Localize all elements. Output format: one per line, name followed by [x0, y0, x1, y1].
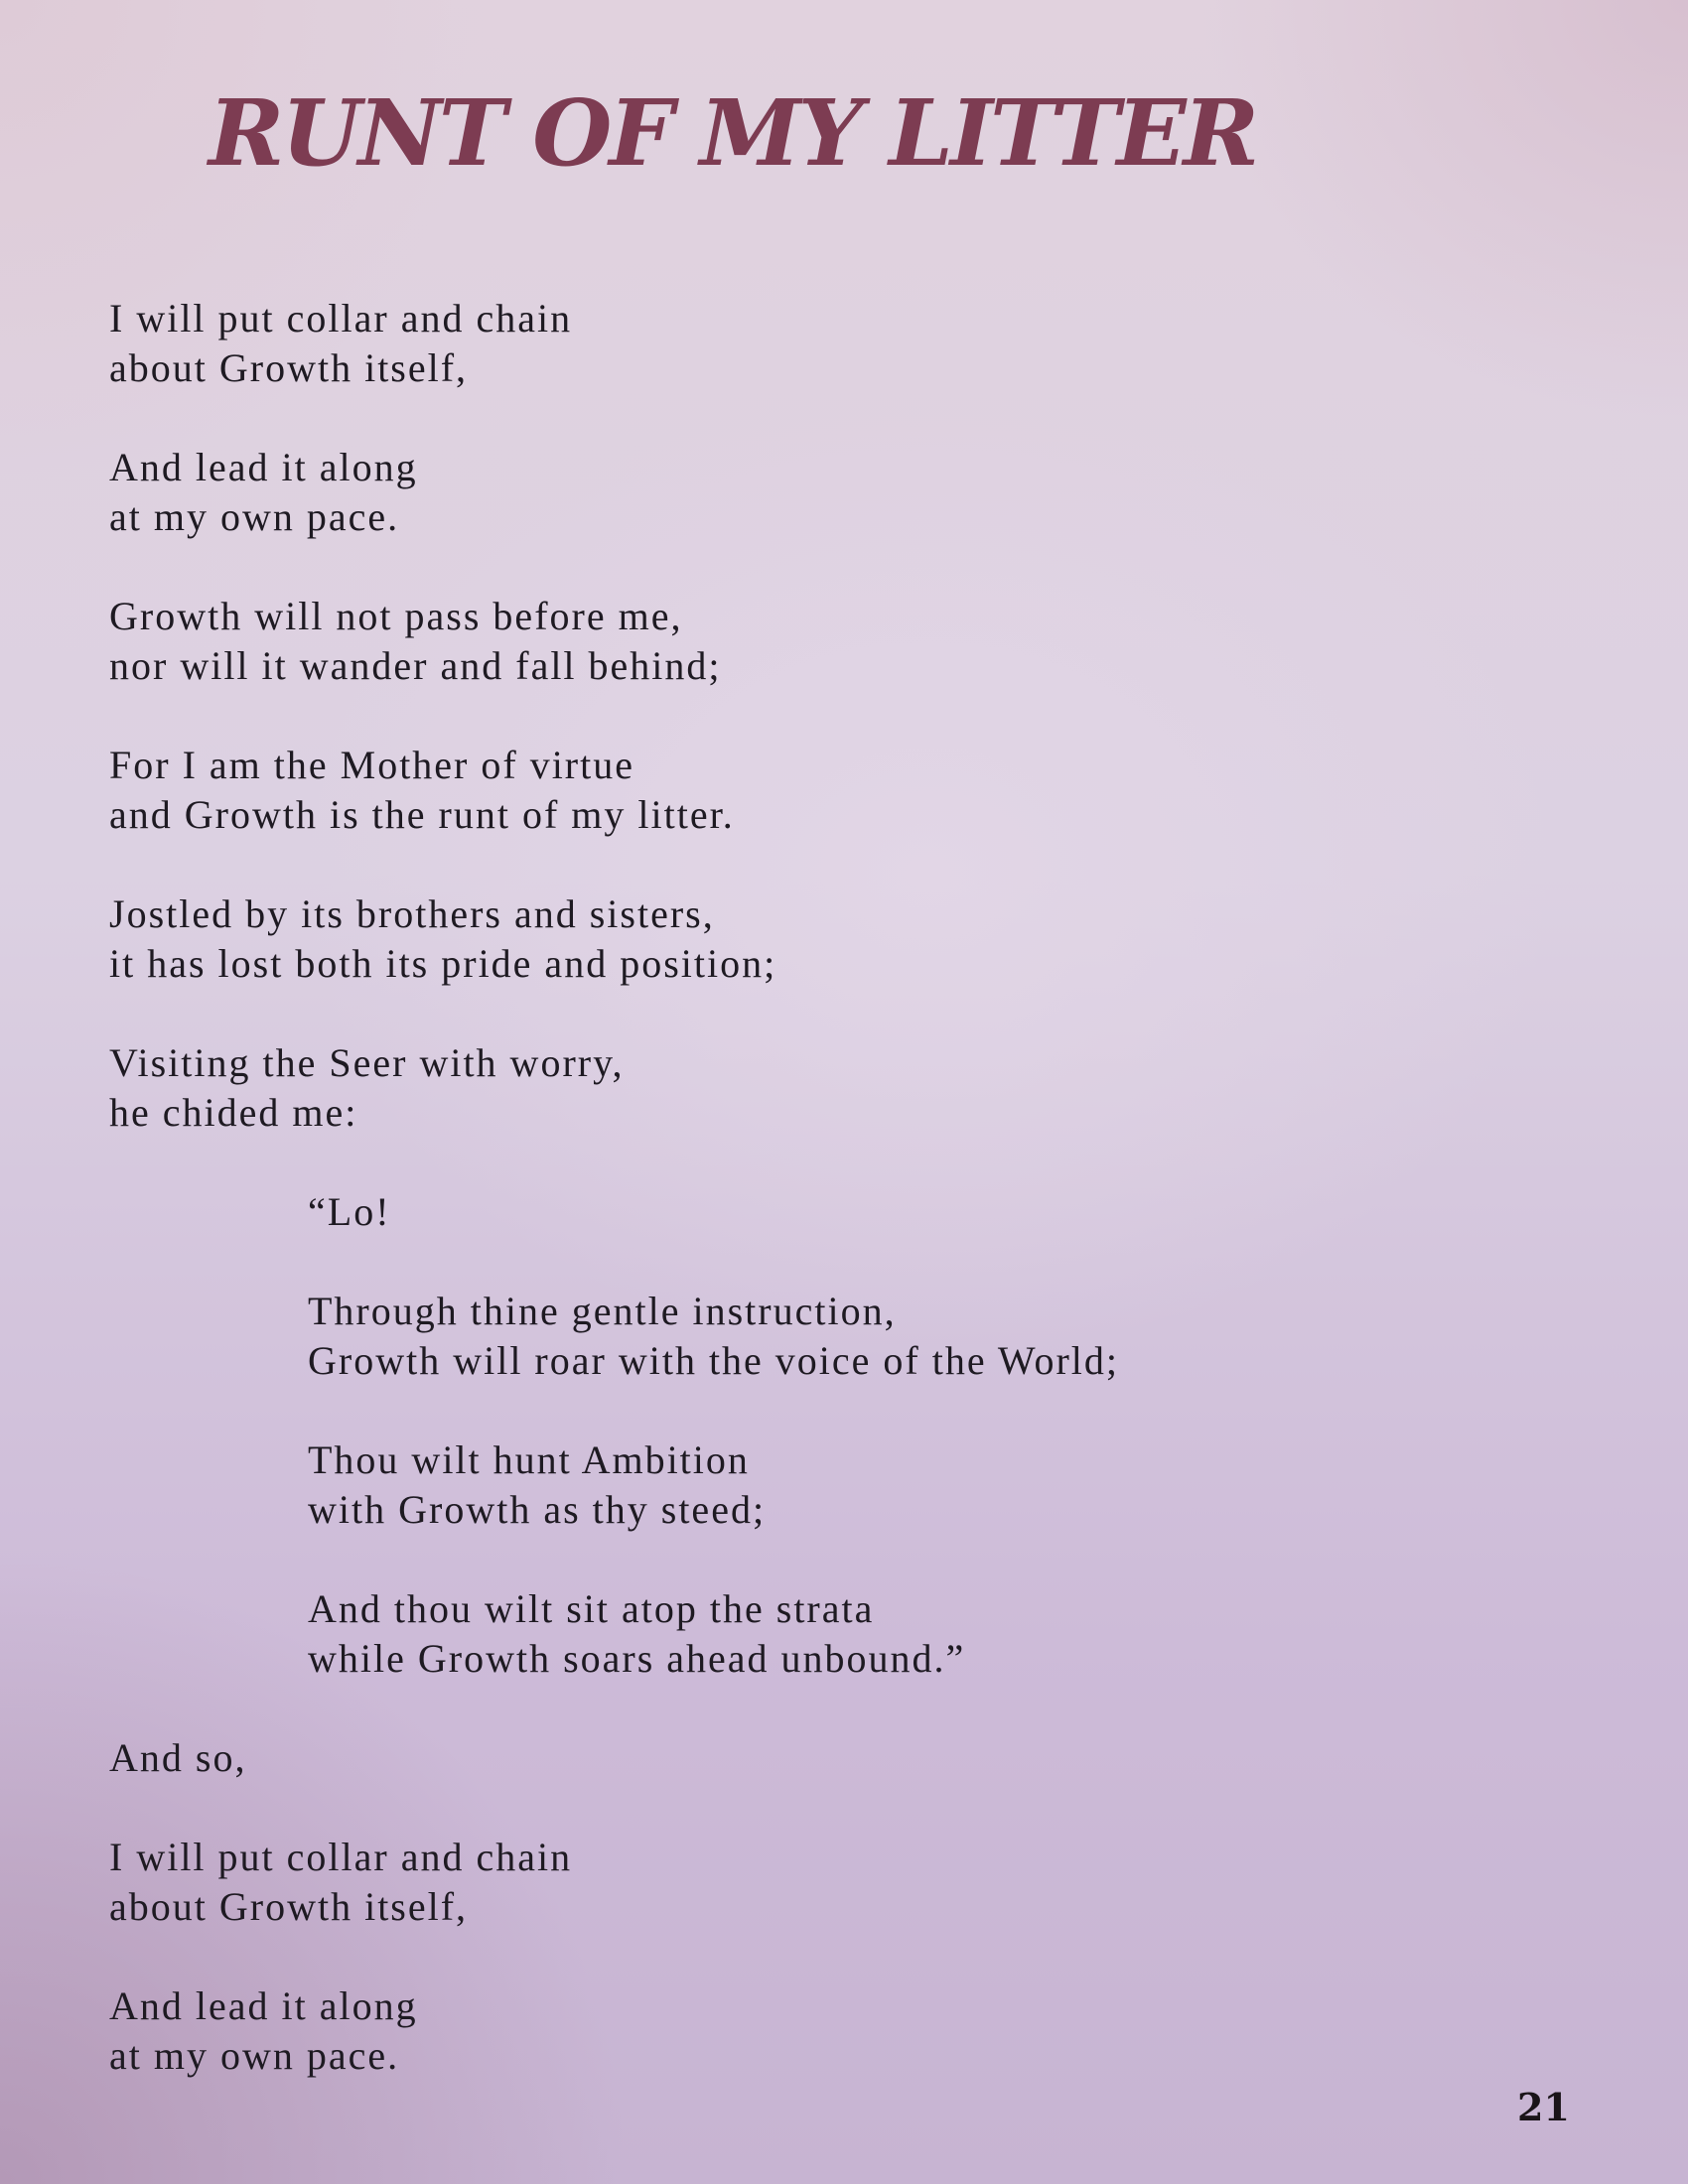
poem-line: For I am the Mother of virtue	[109, 743, 634, 787]
poem-line: and Growth is the runt of my litter.	[109, 792, 735, 837]
poem-line: while Growth soars ahead unbound.”	[308, 1636, 966, 1681]
poem-line: about Growth itself,	[109, 345, 469, 390]
stanza	[109, 1038, 1499, 1138]
stanza	[109, 1733, 1499, 1783]
poem-line: nor will it wander and fall behind;	[109, 643, 722, 688]
poem-line: I will put collar and chain	[109, 296, 573, 341]
poem-line: about Growth itself,	[109, 1884, 469, 1929]
page-number: 21	[1517, 2085, 1570, 2129]
poem-line: And thou wilt sit atop the strata	[308, 1586, 875, 1631]
poem-line: Growth will roar with the voice of the World;	[308, 1338, 1119, 1383]
stanza	[109, 443, 1499, 542]
poem-line: it has lost both its pride and position;	[109, 941, 777, 986]
poem-line: Visiting the Seer with worry,	[109, 1040, 625, 1085]
poem-line: Growth will not pass before me,	[109, 594, 683, 638]
poem-line: Jostled by its brothers and sisters,	[109, 891, 715, 936]
stanza	[109, 592, 1499, 691]
stanza	[109, 889, 1499, 989]
stanza	[109, 1981, 1499, 2081]
stanza	[109, 1833, 1499, 1932]
poem-line: And lead it along	[109, 445, 418, 489]
poem-line: And lead it along	[109, 1983, 418, 2028]
poem-line: And so,	[109, 1735, 247, 1780]
stanza	[109, 741, 1499, 840]
stanza-quoted	[109, 1287, 1499, 1386]
poem-line: Through thine gentle instruction,	[308, 1289, 897, 1333]
poem-line: at my own pace.	[109, 494, 400, 539]
stanza	[109, 294, 1499, 393]
poem-line: at my own pace.	[109, 2033, 400, 2078]
stanza-quoted	[109, 1435, 1499, 1535]
poem-line: with Growth as thy steed;	[308, 1487, 767, 1532]
stanza-quoted	[109, 1187, 1499, 1237]
poem-line: he chided me:	[109, 1090, 358, 1135]
poem-line: I will put collar and chain	[109, 1835, 573, 1879]
stanza-quoted	[109, 1584, 1499, 1684]
poem-line: “Lo!	[308, 1189, 391, 1234]
poem-body	[109, 294, 1499, 2130]
poem-line: Thou wilt hunt Ambition	[308, 1437, 750, 1482]
page-title: RUNT OF MY LITTER	[209, 79, 1257, 187]
